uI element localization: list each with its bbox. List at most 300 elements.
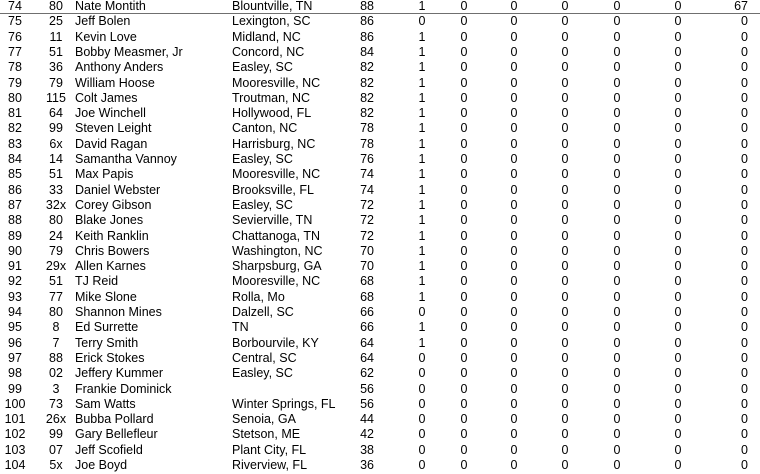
stat-col-2-cell: 0 bbox=[460, 136, 468, 151]
stat-col-7-cell: 0 bbox=[741, 106, 748, 121]
stat-col-4-cell: 0 bbox=[561, 396, 569, 411]
position-cell: 79 bbox=[8, 75, 22, 90]
stat-col-2-cell: 0 bbox=[460, 167, 468, 182]
stat-col-1-cell: 0 bbox=[418, 427, 426, 442]
stat-col-1-cell: 0 bbox=[418, 458, 426, 472]
stat-col-6-cell: 0 bbox=[674, 121, 682, 136]
stat-col-3-cell: 0 bbox=[510, 335, 518, 350]
stat-col-3-cell: 0 bbox=[510, 228, 518, 243]
stat-col-7-cell: 0 bbox=[741, 427, 748, 442]
driver-name-cell: Max Papis bbox=[75, 167, 134, 182]
position-cell: 95 bbox=[8, 320, 22, 335]
stat-col-2-cell: 0 bbox=[460, 381, 468, 396]
stat-col-5-cell: 0 bbox=[613, 243, 621, 258]
driver-name-cell: Erick Stokes bbox=[75, 350, 145, 365]
stat-col-2-cell: 0 bbox=[460, 44, 468, 59]
stat-col-4-cell: 0 bbox=[561, 106, 569, 121]
stat-col-5-cell: 0 bbox=[613, 0, 621, 13]
driver-name-cell: Kevin Love bbox=[75, 29, 137, 44]
points-cell: 38 bbox=[360, 442, 374, 457]
stat-col-5-cell: 0 bbox=[613, 289, 621, 304]
points-cell: 74 bbox=[360, 167, 374, 182]
stat-col-5-cell: 0 bbox=[613, 305, 621, 319]
stat-col-6-cell: 0 bbox=[674, 197, 682, 212]
driver-name-cell: Bubba Pollard bbox=[75, 412, 154, 427]
hometown-cell: Troutman, NC bbox=[232, 90, 311, 105]
stat-col-5-cell: 0 bbox=[613, 106, 621, 121]
car-number-cell: 02 bbox=[49, 366, 63, 381]
stat-col-6-cell: 0 bbox=[674, 335, 682, 350]
points-cell: 72 bbox=[360, 228, 374, 243]
hometown-cell: Winter Springs, FL bbox=[232, 396, 336, 411]
stat-col-3-cell: 0 bbox=[510, 14, 518, 29]
stat-col-2-cell: 0 bbox=[460, 320, 468, 335]
position-cell: 90 bbox=[8, 243, 22, 258]
stat-col-6-cell: 0 bbox=[674, 152, 682, 166]
stat-col-2-cell: 0 bbox=[460, 335, 468, 350]
stat-col-1-cell: 1 bbox=[418, 228, 426, 243]
hometown-cell: Concord, NC bbox=[232, 44, 305, 59]
stat-col-4-cell: 0 bbox=[561, 0, 569, 13]
points-cell: 82 bbox=[360, 75, 374, 90]
driver-name-cell: David Ragan bbox=[75, 136, 148, 151]
table-row bbox=[0, 259, 760, 274]
stat-col-4-cell: 0 bbox=[561, 60, 569, 75]
position-cell: 100 bbox=[4, 396, 26, 411]
stat-col-3-cell: 0 bbox=[510, 29, 518, 44]
car-number-cell: 7 bbox=[52, 335, 60, 350]
driver-name-cell: Joe Winchell bbox=[75, 106, 146, 121]
stat-col-3-cell: 0 bbox=[510, 412, 518, 427]
stat-col-5-cell: 0 bbox=[613, 412, 621, 427]
driver-name-cell: Jeff Scofield bbox=[75, 442, 143, 457]
driver-name-cell: Steven Leight bbox=[75, 121, 152, 136]
stat-col-6-cell: 0 bbox=[674, 182, 682, 197]
stat-col-7-cell: 0 bbox=[741, 44, 748, 59]
car-number-cell: 88 bbox=[49, 350, 63, 365]
stat-col-2-cell: 0 bbox=[460, 121, 468, 136]
stat-col-1-cell: 1 bbox=[418, 182, 426, 197]
stat-col-6-cell: 0 bbox=[674, 106, 682, 121]
stat-col-1-cell: 1 bbox=[418, 274, 426, 289]
hometown-cell: Washington, NC bbox=[232, 243, 323, 258]
stat-col-7-cell: 0 bbox=[741, 350, 748, 365]
table-row bbox=[0, 183, 760, 198]
stat-col-4-cell: 0 bbox=[561, 182, 569, 197]
stat-col-6-cell: 0 bbox=[674, 442, 682, 457]
table-row bbox=[0, 382, 760, 397]
points-cell: 70 bbox=[360, 259, 374, 274]
stat-col-4-cell: 0 bbox=[561, 197, 569, 212]
stat-col-4-cell: 0 bbox=[561, 152, 569, 166]
driver-name-cell: Allen Karnes bbox=[75, 259, 146, 274]
stat-col-1-cell: 1 bbox=[418, 29, 426, 44]
position-cell: 96 bbox=[8, 335, 22, 350]
table-row bbox=[0, 274, 760, 289]
stat-col-5-cell: 0 bbox=[613, 259, 621, 274]
car-number-cell: 73 bbox=[49, 396, 63, 411]
driver-name-cell: Keith Ranklin bbox=[75, 228, 149, 243]
hometown-cell: Dalzell, SC bbox=[232, 305, 294, 319]
stat-col-6-cell: 0 bbox=[674, 259, 682, 274]
stat-col-4-cell: 0 bbox=[561, 458, 569, 472]
stat-col-3-cell: 0 bbox=[510, 197, 518, 212]
stat-col-2-cell: 0 bbox=[460, 213, 468, 228]
points-cell: 82 bbox=[360, 106, 374, 121]
position-cell: 89 bbox=[8, 228, 22, 243]
position-cell: 81 bbox=[8, 106, 22, 121]
points-cell: 68 bbox=[360, 274, 374, 289]
stat-col-4-cell: 0 bbox=[561, 136, 569, 151]
position-cell: 94 bbox=[8, 305, 22, 319]
hometown-cell: Chattanoga, TN bbox=[232, 228, 321, 243]
car-number-cell: 36 bbox=[49, 60, 63, 75]
stat-col-1-cell: 1 bbox=[418, 167, 426, 182]
stat-col-2-cell: 0 bbox=[460, 152, 468, 166]
stat-col-7-cell: 0 bbox=[741, 243, 748, 258]
position-cell: 101 bbox=[4, 412, 26, 427]
stat-col-5-cell: 0 bbox=[613, 335, 621, 350]
stat-col-5-cell: 0 bbox=[613, 366, 621, 381]
stat-col-1-cell: 1 bbox=[418, 121, 426, 136]
stat-col-7-cell: 0 bbox=[741, 60, 748, 75]
stat-col-4-cell: 0 bbox=[561, 259, 569, 274]
driver-name-cell: Jeff Bolen bbox=[75, 14, 131, 29]
stat-col-1-cell: 1 bbox=[418, 152, 426, 166]
driver-name-cell: Mike Slone bbox=[75, 289, 137, 304]
stat-col-5-cell: 0 bbox=[613, 274, 621, 289]
stat-col-4-cell: 0 bbox=[561, 75, 569, 90]
stat-col-3-cell: 0 bbox=[510, 274, 518, 289]
stat-col-7-cell: 0 bbox=[741, 458, 748, 472]
position-cell: 104 bbox=[4, 458, 26, 472]
stat-col-3-cell: 0 bbox=[510, 60, 518, 75]
driver-name-cell: Frankie Dominick bbox=[75, 381, 172, 396]
stat-col-7-cell: 0 bbox=[741, 412, 748, 427]
points-cell: 72 bbox=[360, 213, 374, 228]
position-cell: 80 bbox=[8, 90, 22, 105]
stat-col-1-cell: 1 bbox=[418, 213, 426, 228]
stat-col-2-cell: 0 bbox=[460, 427, 468, 442]
table-row bbox=[0, 336, 760, 351]
stat-col-7-cell: 0 bbox=[741, 29, 748, 44]
stat-col-2-cell: 0 bbox=[460, 197, 468, 212]
stat-col-3-cell: 0 bbox=[510, 320, 518, 335]
stat-col-2-cell: 0 bbox=[460, 305, 468, 319]
stat-col-1-cell: 1 bbox=[418, 136, 426, 151]
stat-col-4-cell: 0 bbox=[561, 228, 569, 243]
table-row bbox=[0, 412, 760, 427]
stat-col-7-cell: 0 bbox=[741, 259, 748, 274]
stat-col-3-cell: 0 bbox=[510, 213, 518, 228]
car-number-cell: 99 bbox=[49, 121, 63, 136]
stat-col-4-cell: 0 bbox=[561, 14, 569, 29]
stat-col-5-cell: 0 bbox=[613, 60, 621, 75]
table-row bbox=[0, 366, 760, 381]
hometown-cell: Central, SC bbox=[232, 350, 297, 365]
stat-col-6-cell: 0 bbox=[674, 320, 682, 335]
stat-col-1-cell: 0 bbox=[418, 14, 426, 29]
hometown-cell: Easley, SC bbox=[232, 197, 293, 212]
table-row bbox=[0, 443, 760, 458]
stat-col-3-cell: 0 bbox=[510, 90, 518, 105]
stat-col-3-cell: 0 bbox=[510, 152, 518, 166]
position-cell: 75 bbox=[8, 14, 22, 29]
stat-col-7-cell: 0 bbox=[741, 396, 748, 411]
stat-col-5-cell: 0 bbox=[613, 442, 621, 457]
car-number-cell: 3 bbox=[52, 381, 60, 396]
table-row bbox=[0, 152, 760, 167]
stat-col-7-cell: 0 bbox=[741, 197, 748, 212]
stat-col-7-cell: 0 bbox=[741, 228, 748, 243]
driver-name-cell: Samantha Vannoy bbox=[75, 152, 177, 166]
stat-col-3-cell: 0 bbox=[510, 305, 518, 319]
stat-col-7-cell: 0 bbox=[741, 167, 748, 182]
stat-col-2-cell: 0 bbox=[460, 75, 468, 90]
hometown-cell: Brooksville, FL bbox=[232, 182, 314, 197]
stat-col-6-cell: 0 bbox=[674, 412, 682, 427]
driver-name-cell: Chris Bowers bbox=[75, 243, 150, 258]
hometown-cell: Rolla, Mo bbox=[232, 289, 285, 304]
stat-col-2-cell: 0 bbox=[460, 243, 468, 258]
stat-col-2-cell: 0 bbox=[460, 14, 468, 29]
stat-col-6-cell: 0 bbox=[674, 29, 682, 44]
driver-name-cell: Shannon Mines bbox=[75, 305, 162, 319]
table-row bbox=[0, 397, 760, 412]
position-cell: 78 bbox=[8, 60, 22, 75]
car-number-cell: 80 bbox=[49, 0, 63, 13]
position-cell: 85 bbox=[8, 167, 22, 182]
stat-col-5-cell: 0 bbox=[613, 213, 621, 228]
position-cell: 88 bbox=[8, 213, 22, 228]
stat-col-1-cell: 0 bbox=[418, 442, 426, 457]
stat-col-5-cell: 0 bbox=[613, 427, 621, 442]
hometown-cell: Easley, SC bbox=[232, 366, 293, 381]
hometown-cell: Borbourvile, KY bbox=[232, 335, 319, 350]
stat-col-3-cell: 0 bbox=[510, 289, 518, 304]
points-cell: 76 bbox=[360, 152, 374, 166]
stat-col-3-cell: 0 bbox=[510, 182, 518, 197]
position-cell: 97 bbox=[8, 350, 22, 365]
car-number-cell: 14 bbox=[49, 152, 63, 166]
stat-col-5-cell: 0 bbox=[613, 75, 621, 90]
car-number-cell: 5x bbox=[49, 458, 63, 472]
stat-col-7-cell: 0 bbox=[741, 152, 748, 166]
stat-col-3-cell: 0 bbox=[510, 167, 518, 182]
driver-name-cell: Terry Smith bbox=[75, 335, 139, 350]
position-cell: 91 bbox=[8, 259, 22, 274]
stat-col-2-cell: 0 bbox=[460, 259, 468, 274]
car-number-cell: 80 bbox=[49, 305, 63, 319]
stat-col-2-cell: 0 bbox=[460, 396, 468, 411]
stat-col-5-cell: 0 bbox=[613, 136, 621, 151]
stat-col-5-cell: 0 bbox=[613, 152, 621, 166]
driver-name-cell: Anthony Anders bbox=[75, 60, 164, 75]
table-row bbox=[0, 14, 760, 29]
position-cell: 103 bbox=[4, 442, 26, 457]
points-cell: 66 bbox=[360, 305, 374, 319]
points-cell: 62 bbox=[360, 366, 374, 381]
driver-name-cell: Gary Bellefleur bbox=[75, 427, 158, 442]
stat-col-2-cell: 0 bbox=[460, 29, 468, 44]
car-number-cell: 99 bbox=[49, 427, 63, 442]
stat-col-3-cell: 0 bbox=[510, 243, 518, 258]
car-number-cell: 29x bbox=[45, 259, 67, 274]
position-cell: 74 bbox=[8, 0, 22, 13]
stat-col-4-cell: 0 bbox=[561, 44, 569, 59]
stat-col-5-cell: 0 bbox=[613, 29, 621, 44]
position-cell: 92 bbox=[8, 274, 22, 289]
stat-col-3-cell: 0 bbox=[510, 396, 518, 411]
points-cell: 72 bbox=[360, 197, 374, 212]
stat-col-1-cell: 1 bbox=[418, 75, 426, 90]
stat-col-3-cell: 0 bbox=[510, 259, 518, 274]
hometown-cell: Mooresville, NC bbox=[232, 167, 321, 182]
driver-name-cell: William Hoose bbox=[75, 75, 155, 90]
stat-col-2-cell: 0 bbox=[460, 106, 468, 121]
position-cell: 87 bbox=[8, 197, 22, 212]
car-number-cell: 26x bbox=[45, 412, 67, 427]
hometown-cell: Lexington, SC bbox=[232, 14, 311, 29]
points-cell: 78 bbox=[360, 136, 374, 151]
driver-name-cell: Ed Surrette bbox=[75, 320, 139, 335]
hometown-cell: Canton, NC bbox=[232, 121, 298, 136]
stat-col-5-cell: 0 bbox=[613, 381, 621, 396]
table-row bbox=[0, 229, 760, 244]
points-cell: 56 bbox=[360, 381, 374, 396]
stat-col-4-cell: 0 bbox=[561, 366, 569, 381]
stat-col-6-cell: 0 bbox=[674, 305, 682, 319]
points-cell: 70 bbox=[360, 243, 374, 258]
stat-col-6-cell: 0 bbox=[674, 228, 682, 243]
stat-col-5-cell: 0 bbox=[613, 320, 621, 335]
stat-col-7-cell: 0 bbox=[741, 381, 748, 396]
driver-name-cell: TJ Reid bbox=[75, 274, 119, 289]
driver-name-cell: Colt James bbox=[75, 90, 138, 105]
stat-col-6-cell: 0 bbox=[674, 427, 682, 442]
stat-col-5-cell: 0 bbox=[613, 44, 621, 59]
points-cell: 82 bbox=[360, 90, 374, 105]
stat-col-3-cell: 0 bbox=[510, 136, 518, 151]
stat-col-1-cell: 0 bbox=[418, 381, 426, 396]
car-number-cell: 77 bbox=[49, 289, 63, 304]
stat-col-4-cell: 0 bbox=[561, 90, 569, 105]
stat-col-5-cell: 0 bbox=[613, 121, 621, 136]
points-cell: 44 bbox=[360, 412, 374, 427]
driver-name-cell: Nate Montith bbox=[75, 0, 146, 13]
stat-col-4-cell: 0 bbox=[561, 412, 569, 427]
stat-col-1-cell: 1 bbox=[418, 60, 426, 75]
stat-col-6-cell: 0 bbox=[674, 243, 682, 258]
car-number-cell: 33 bbox=[49, 182, 63, 197]
stat-col-2-cell: 0 bbox=[460, 289, 468, 304]
car-number-cell: 64 bbox=[49, 106, 63, 121]
stat-col-7-cell: 0 bbox=[741, 121, 748, 136]
points-cell: 66 bbox=[360, 320, 374, 335]
stat-col-4-cell: 0 bbox=[561, 213, 569, 228]
points-cell: 36 bbox=[360, 458, 374, 472]
position-cell: 98 bbox=[8, 366, 22, 381]
hometown-cell: Mooresville, NC bbox=[232, 75, 321, 90]
driver-name-cell: Blake Jones bbox=[75, 213, 144, 228]
hometown-cell: Hollywood, FL bbox=[232, 106, 312, 121]
driver-name-cell: Joe Boyd bbox=[75, 458, 128, 472]
driver-name-cell: Bobby Measmer, Jr bbox=[75, 44, 183, 59]
stat-col-2-cell: 0 bbox=[460, 366, 468, 381]
points-cell: 74 bbox=[360, 182, 374, 197]
stat-col-3-cell: 0 bbox=[510, 366, 518, 381]
position-cell: 102 bbox=[4, 427, 26, 442]
stat-col-1-cell: 1 bbox=[418, 44, 426, 59]
stat-col-5-cell: 0 bbox=[613, 167, 621, 182]
stat-col-4-cell: 0 bbox=[561, 442, 569, 457]
points-cell: 64 bbox=[360, 350, 374, 365]
table-row bbox=[0, 198, 760, 213]
table-row bbox=[0, 167, 760, 182]
stat-col-7-cell: 0 bbox=[741, 274, 748, 289]
stat-col-1-cell: 0 bbox=[418, 305, 426, 319]
stat-col-2-cell: 0 bbox=[460, 0, 468, 13]
stat-col-7-cell: 0 bbox=[741, 366, 748, 381]
stat-col-3-cell: 0 bbox=[510, 458, 518, 472]
stat-col-3-cell: 0 bbox=[510, 350, 518, 365]
car-number-cell: 6x bbox=[49, 136, 63, 151]
table-row bbox=[0, 45, 760, 60]
points-cell: 86 bbox=[360, 29, 374, 44]
car-number-cell: 11 bbox=[49, 29, 63, 44]
stat-col-1-cell: 0 bbox=[418, 412, 426, 427]
driver-name-cell: Jeffery Kummer bbox=[75, 366, 163, 381]
car-number-cell: 51 bbox=[49, 274, 63, 289]
stat-col-4-cell: 0 bbox=[561, 427, 569, 442]
hometown-cell: Sevierville, TN bbox=[232, 213, 313, 228]
car-number-cell: 51 bbox=[49, 44, 63, 59]
position-cell: 84 bbox=[8, 152, 22, 166]
stat-col-2-cell: 0 bbox=[460, 458, 468, 472]
table-row bbox=[0, 121, 760, 136]
stat-col-1-cell: 1 bbox=[418, 259, 426, 274]
car-number-cell: 115 bbox=[46, 90, 66, 105]
stat-col-2-cell: 0 bbox=[460, 350, 468, 365]
stat-col-5-cell: 0 bbox=[613, 90, 621, 105]
position-cell: 99 bbox=[8, 381, 22, 396]
position-cell: 86 bbox=[8, 182, 22, 197]
table-row bbox=[0, 458, 760, 473]
position-cell: 82 bbox=[8, 121, 22, 136]
stat-col-6-cell: 0 bbox=[674, 167, 682, 182]
hometown-cell: Easley, SC bbox=[232, 60, 293, 75]
stat-col-2-cell: 0 bbox=[460, 90, 468, 105]
stat-col-5-cell: 0 bbox=[613, 228, 621, 243]
stat-col-2-cell: 0 bbox=[460, 274, 468, 289]
stat-col-7-cell: 0 bbox=[741, 289, 748, 304]
hometown-cell: Plant City, FL bbox=[232, 442, 307, 457]
stat-col-5-cell: 0 bbox=[613, 350, 621, 365]
stat-col-5-cell: 0 bbox=[613, 182, 621, 197]
stat-col-1-cell: 1 bbox=[418, 320, 426, 335]
stat-col-3-cell: 0 bbox=[510, 75, 518, 90]
stat-col-1-cell: 0 bbox=[418, 350, 426, 365]
stat-col-6-cell: 0 bbox=[674, 0, 682, 13]
stat-col-4-cell: 0 bbox=[561, 29, 569, 44]
stat-col-5-cell: 0 bbox=[613, 197, 621, 212]
stat-col-6-cell: 0 bbox=[674, 213, 682, 228]
stat-col-3-cell: 0 bbox=[510, 106, 518, 121]
points-cell: 82 bbox=[360, 60, 374, 75]
table-row bbox=[0, 320, 760, 335]
position-cell: 93 bbox=[8, 289, 22, 304]
stat-col-6-cell: 0 bbox=[674, 396, 682, 411]
